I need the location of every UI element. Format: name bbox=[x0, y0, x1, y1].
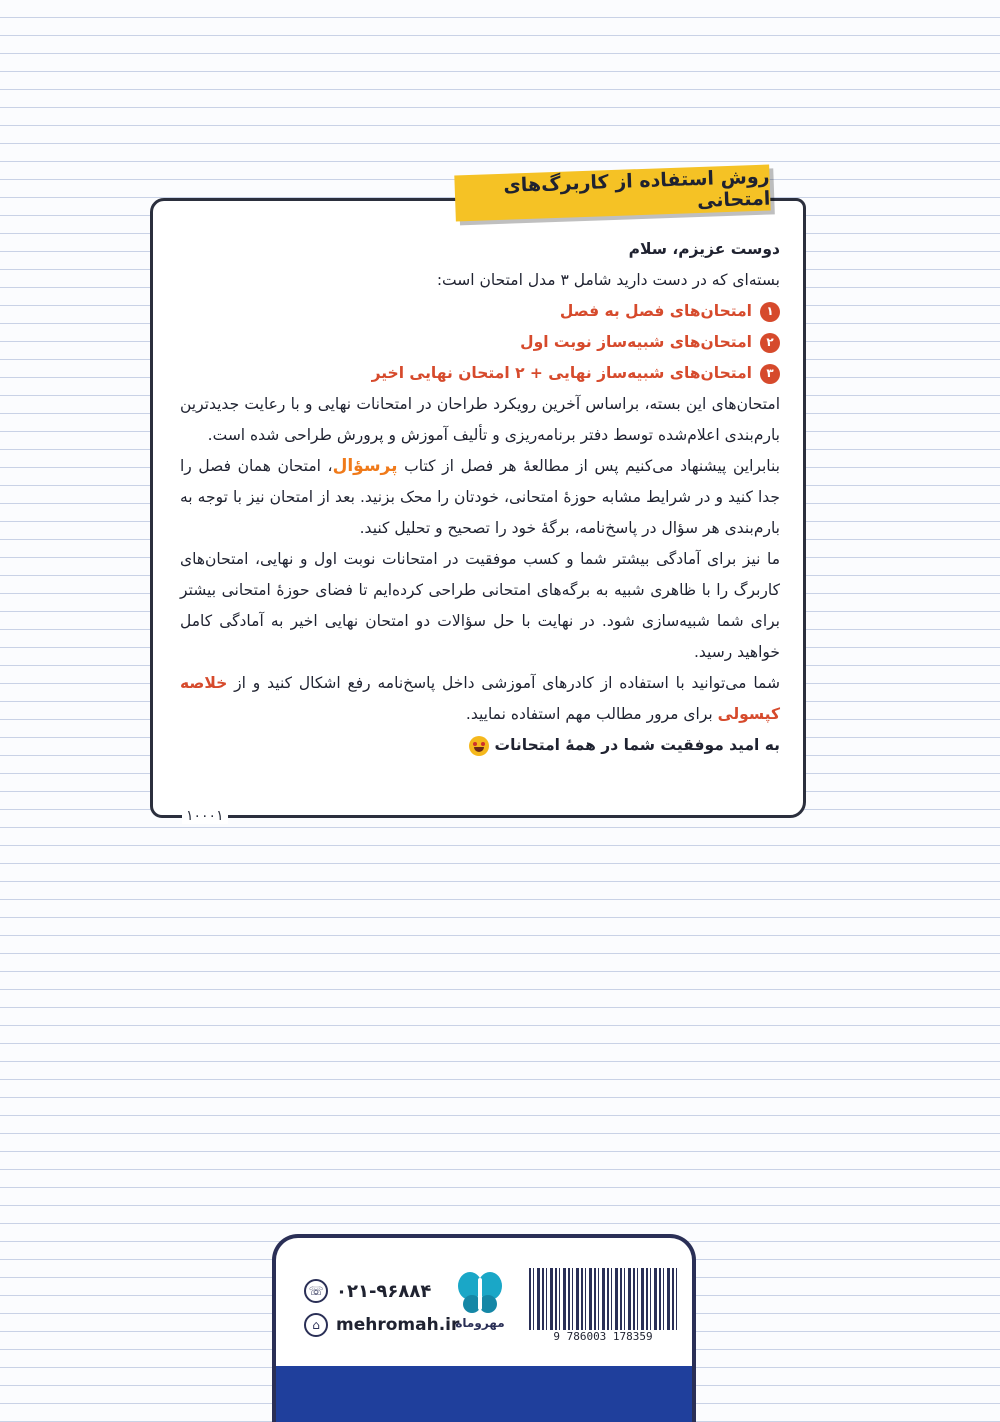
smiling-face-icon bbox=[469, 736, 489, 756]
paragraph-suggestion bbox=[180, 451, 780, 544]
back-cover-footer bbox=[272, 1234, 696, 1422]
suggestion-text-b: ، امتحان همان فصل را جدا کنید و در شرایط مشابه حوزهٔ امتحانی، خودتان را محک بزنید. بعد از امتحان نیز با توجه به بارم‌بندی هر سؤال در پاسخ‌نامه، برگهٔ خود را تصحیح و تحلیل کنید. bbox=[180, 457, 780, 537]
barcode bbox=[529, 1268, 677, 1330]
brand-name: پرسؤال bbox=[332, 456, 398, 476]
wish-text: به امید موفقیت شما در همهٔ امتحانات bbox=[494, 736, 780, 754]
paragraph-resources bbox=[180, 668, 780, 730]
paragraph-worksheet: ما نیز برای آمادگی بیشتر شما و کسب موفقیت در امتحانات نوبت اول و نهایی، امتحان‌های کاربرگ را با ظاهری شبیه به برگه‌های امتحانی طراحی کرده‌ایم تا فضای حوزهٔ امتحانی بیشتر برای شما شبیه‌سازی شود. در نهایت با حل سؤالات دو امتحان نهایی اخیر به آمادگی کامل خواهید رسید. bbox=[180, 550, 780, 661]
closing-wish bbox=[180, 730, 780, 761]
paragraph-design: امتحان‌های این بسته، براساس آخرین رویکرد طراحان در امتحانات نهایی و با رعایت جدیدترین بارم‌بندی اعلام‌شده توسط دفتر برنامه‌ریزی و تألیف آموزش و پرورش طراحی شده است. bbox=[180, 395, 780, 444]
number-badge-1: ۱ bbox=[760, 302, 780, 322]
page-code: ۱۰۰۰۱ bbox=[182, 808, 228, 824]
capsule-summary-label: خلاصه کپسولی bbox=[180, 674, 780, 723]
instructions-content bbox=[180, 234, 780, 761]
phone-number: ۰۲۱-۹۶۸۸۴ bbox=[336, 1280, 432, 1302]
model-label-1: امتحان‌های فصل به فصل bbox=[559, 302, 752, 320]
website-row bbox=[304, 1310, 459, 1340]
model-item-3 bbox=[180, 358, 780, 389]
number-badge-3: ۳ bbox=[760, 364, 780, 384]
footer-band bbox=[276, 1366, 692, 1422]
suggestion-text-a: بنابراین پیشنهاد می‌کنیم پس از مطالعهٔ هر فصل از کتاب bbox=[404, 457, 780, 475]
resources-text-b: برای مرور مطالب مهم استفاده نمایید. bbox=[465, 705, 713, 723]
number-badge-2: ۲ bbox=[760, 333, 780, 353]
page-title-text: روش استفاده از کاربرگ‌های امتحانی bbox=[503, 165, 771, 213]
model-item-1 bbox=[180, 296, 780, 327]
phone-row bbox=[304, 1276, 459, 1306]
publisher-logo bbox=[451, 1270, 509, 1330]
isbn-number: 9 786003 178359 bbox=[553, 1330, 653, 1343]
greeting: دوست عزیزم، سلام bbox=[628, 240, 780, 258]
publisher-name: مهروماه bbox=[455, 1316, 505, 1330]
home-icon: ⌂ bbox=[304, 1313, 328, 1337]
intro-lead: بسته‌ای که در دست دارید شامل ۳ مدل امتحان است: bbox=[436, 271, 780, 289]
website-link[interactable]: mehromah.ir bbox=[336, 1315, 460, 1335]
contact-block bbox=[304, 1276, 459, 1344]
model-label-2: امتحان‌های شبیه‌ساز نوبت اول bbox=[520, 333, 752, 351]
model-item-2 bbox=[180, 327, 780, 358]
resources-text-a: شما می‌توانید با استفاده از کادرهای آموزشی داخل پاسخ‌نامه رفع اشکال کنید و از bbox=[234, 674, 780, 692]
phone-icon: ☏ bbox=[304, 1279, 328, 1303]
butterfly-logo bbox=[456, 1270, 504, 1314]
model-label-3: امتحان‌های شبیه‌ساز نهایی + ۲ امتحان نهایی اخیر bbox=[371, 364, 752, 382]
